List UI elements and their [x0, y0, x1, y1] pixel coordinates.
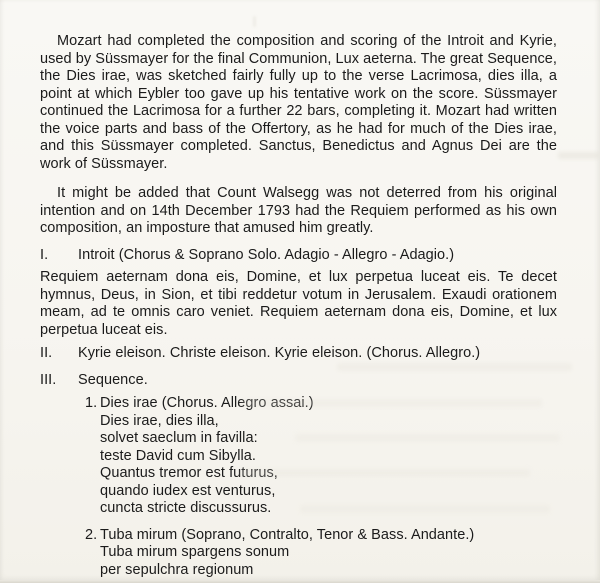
intro-paragraph-completion: Mozart had completed the composition and scoring of the Introit and Kyrie, used by Süssmayer for the final Communion, Lux aeterna. The great Sequence, the Dies irae, was sketched fairly fully up to the verse Lacrimosa, dies illa, a point at which Eybler too gave up his tentative work on the score. Süssmayer continued the Lacrimosa for a further 22 bars, completing it. Mozart had written the voice parts and bass of the Offertory, as he had for much of the Dies irae, and this Süssmayer completed. Sanctus, Benedictus and Agnus Dei are the work of Süssmayer.: [40, 33, 557, 172]
section-heading-sequence: Sequence.: [78, 371, 148, 388]
movement-number-tuba-mirum: 2.: [85, 526, 98, 543]
verse-line: teste David cum Sibylla.: [100, 447, 256, 464]
section-introit: [40, 247, 557, 265]
verse-line: Tuba mirum (Soprano, Contralto, Tenor & Bass. Andante.): [100, 526, 475, 543]
section-numeral-introit: I.: [40, 246, 49, 263]
verse-line: Tuba mirum spargens sonum: [100, 544, 290, 560]
movement-item-tuba-mirum: [85, 527, 557, 580]
section-kyrie: [40, 345, 557, 363]
section-sequence: [40, 372, 557, 390]
intro-paragraph-walsegg: It might be added that Count Walsegg was not deterred from his original intention and on 14th December 1793 had the Requiem performed as his own composition, an imposture that amused him greatly.: [40, 185, 557, 236]
section-heading-introit: Introit (Chorus & Soprano Solo. Adagio - Allegro - Adagio.): [78, 246, 455, 263]
scan-bleed-artifact: [558, 152, 600, 159]
verse-line: Quantus tremor est futurus,: [100, 465, 278, 481]
movement-verses-dies-irae: [100, 395, 557, 518]
movement-item-dies-irae: [85, 395, 557, 518]
verse-line: Dies irae (Chorus. Allegro assai.): [100, 395, 314, 411]
verse-line: Dies irae, dies illa,: [100, 412, 219, 429]
section-heading-kyrie: Kyrie eleison. Christe eleison. Kyrie eleison. (Chorus. Allegro.): [78, 345, 481, 361]
verse-line: quando iudex est venturus,: [100, 482, 276, 499]
scan-bleed-artifact: [253, 16, 256, 27]
verse-line: per sepulchra regionum: [100, 561, 254, 578]
section-numeral-sequence: III.: [40, 371, 57, 388]
movement-verses-tuba-mirum: [100, 527, 557, 580]
verse-line: cuncta stricte discussurus.: [100, 500, 272, 516]
verse-line: solvet saeclum in favilla:: [100, 430, 258, 446]
movement-number-dies-irae: 1.: [85, 395, 98, 411]
section-numeral-kyrie: II.: [40, 345, 53, 361]
page-text-block: [40, 33, 557, 583]
introit-latin-text: Requiem aeternam dona eis, Domine, et lux perpetua luceat eis. Te decet hymnus, Deus, in Sion, et tibi reddetur votum in Jerusalem. Exaudi orationem meam, ad te omnis caro veniet. Requiem aeternam dona eis, Domine, et lux perpetua luceat eis.: [40, 269, 557, 338]
